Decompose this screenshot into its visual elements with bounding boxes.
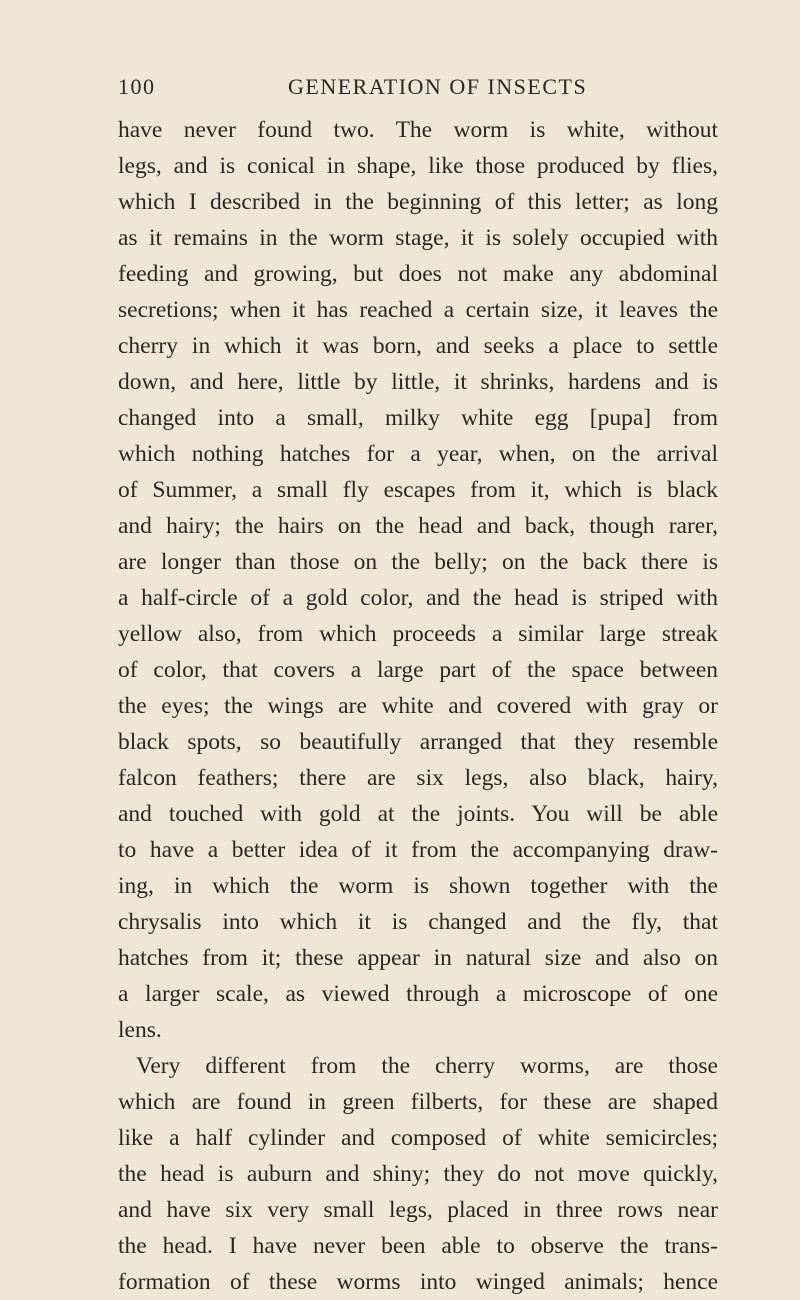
text-line: to have a better idea of it from the accompanying draw- [118, 837, 718, 863]
text-line: formation of these worms into winged animals; hence [118, 1269, 718, 1295]
text-line: legs, and is conical in shape, like those produced by flies, [118, 153, 718, 179]
text-line: the head is auburn and shiny; they do not move quickly, [118, 1161, 718, 1187]
text-line: which nothing hatches for a year, when, on the arrival [118, 441, 718, 467]
page-number: 100 [118, 74, 156, 99]
text-line: a half-circle of a gold color, and the head is striped with [118, 585, 718, 611]
text-line: feeding and growing, but does not make any abdominal [118, 261, 718, 287]
text-line: and hairy; the hairs on the head and back, though rarer, [118, 513, 718, 539]
text-line: changed into a small, milky white egg [pupa] from [118, 405, 718, 431]
text-line: chrysalis into which it is changed and the fly, that [118, 909, 718, 935]
running-head: GENERATION OF INSECTS [288, 74, 588, 99]
text-line: the eyes; the wings are white and covered with gray or [118, 693, 718, 719]
text-line: a larger scale, as viewed through a microscope of one [118, 981, 718, 1007]
text-line: which I described in the beginning of this letter; as long [118, 189, 718, 215]
text-line: down, and here, little by little, it shrinks, hardens and is [118, 369, 718, 395]
text-line: as it remains in the worm stage, it is solely occupied with [118, 225, 718, 251]
text-line: Very different from the cherry worms, are those [136, 1053, 718, 1079]
text-line: are longer than those on the belly; on the back there is [118, 549, 718, 575]
text-line: hatches from it; these appear in natural size and also on [118, 945, 718, 971]
text-line: have never found two. The worm is white, without [118, 117, 718, 143]
text-line: and have six very small legs, placed in three rows near [118, 1197, 718, 1223]
body-text [118, 112, 718, 1300]
text-line: falcon feathers; there are six legs, also black, hairy, [118, 765, 718, 791]
text-line: secretions; when it has reached a certain size, it leaves the [118, 297, 718, 323]
text-line: of color, that covers a large part of the space between [118, 657, 718, 683]
text-line: which are found in green filberts, for these are shaped [118, 1089, 718, 1115]
text-line: ing, in which the worm is shown together with the [118, 873, 718, 899]
text-line: of Summer, a small fly escapes from it, which is black [118, 477, 718, 503]
text-line: the head. I have never been able to observe the trans- [118, 1233, 718, 1259]
text-line: and touched with gold at the joints. You will be able [118, 801, 718, 827]
text-line: yellow also, from which proceeds a similar large streak [118, 621, 718, 647]
text-line: cherry in which it was born, and seeks a place to settle [118, 333, 718, 359]
text-line: like a half cylinder and composed of white semicircles; [118, 1125, 718, 1151]
page-header [118, 74, 708, 104]
text-line: black spots, so beautifully arranged that they resemble [118, 729, 718, 755]
text-line: lens. [118, 1017, 162, 1043]
